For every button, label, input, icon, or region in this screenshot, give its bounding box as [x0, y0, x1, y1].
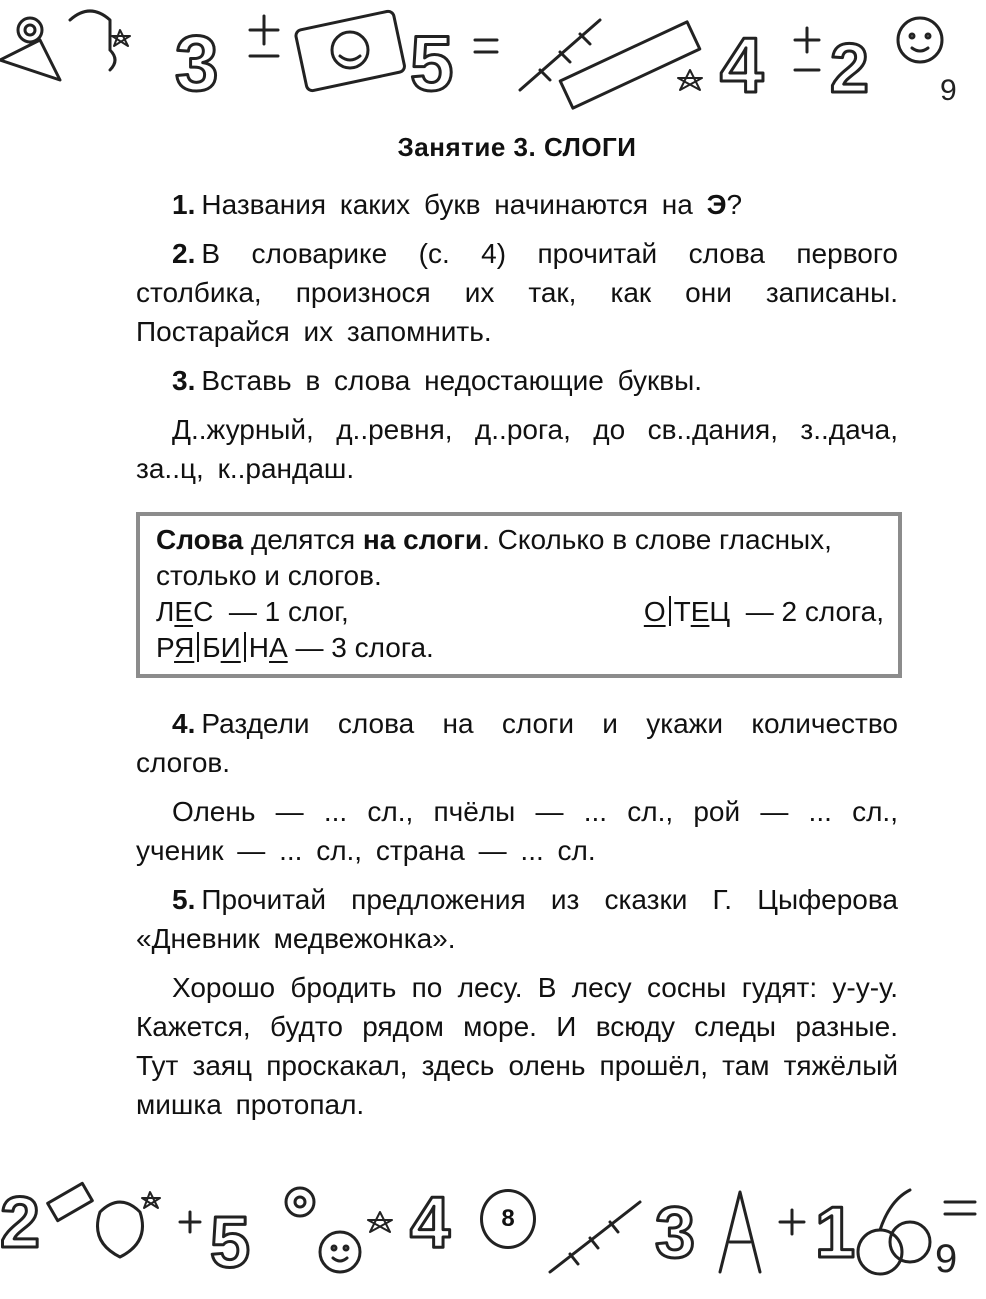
example-otets: О ТЕЦ — 2 слога, — [643, 596, 884, 627]
task-text: Прочитай предложения из сказки Г. Цыферова «Дневник медвежонка». — [136, 884, 898, 954]
doodle-number: 2 — [830, 29, 869, 107]
task-2 — [136, 234, 898, 351]
task-text-tail: ? — [726, 189, 743, 220]
example-les: ЛЕС — 1 слог, — [156, 596, 349, 627]
task-3-words: Д..журный, д..ревня, д..рога, до св..дания, з..дача, за..ц, к..рандаш. — [136, 414, 898, 484]
task-text: Раздели слова на слоги и укажи количество слогов. — [136, 708, 898, 778]
doodle-number: 3 — [655, 1193, 696, 1273]
task-text: В словарике (с. 4) прочитай слова первого столбика, произнося их так, как они записаны. Постарайся их запомнить. — [136, 238, 898, 347]
doodle-number: 4 — [720, 21, 764, 109]
rule-text — [156, 522, 884, 594]
syllable-separator — [669, 596, 671, 626]
page-title: Занятие 3. СЛОГИ — [397, 132, 637, 162]
task-text: Вставь в слова недостающие буквы. — [201, 365, 703, 396]
doodle-number: 4 — [410, 1183, 451, 1263]
doodle-number: 5 — [410, 19, 454, 107]
rule-word: делятся — [250, 524, 356, 555]
example-ryabina: РЯ БИ НА — 3 слога. — [156, 632, 434, 663]
task-number: 2. — [172, 238, 196, 269]
task-4-words: Олень — ... сл., пчёлы — ... сл., рой — ... сл., ученик — ... сл., страна — ... сл. — [136, 796, 898, 866]
task-1 — [136, 185, 898, 224]
doodle-number: 2 — [0, 1183, 41, 1263]
doodle-number: 3 — [175, 19, 219, 107]
task-number: 5. — [172, 884, 196, 915]
task-4 — [136, 704, 898, 782]
doodle-number: 5 — [210, 1203, 251, 1283]
rule-keyword: Слова — [156, 524, 244, 555]
syllable-separator — [197, 632, 199, 662]
rule-keyword: на слоги — [362, 524, 483, 555]
syllable-separator — [244, 632, 246, 662]
task-number: 4. — [172, 708, 196, 739]
task-5-story: Хорошо бродить по лесу. В лесу сосны гудят: у-у-у. Кажется, будто рядом море. И всюду следы разные. Тут заяц проскакал, здесь олень прошёл, там тяжёлый мишка протопал. — [136, 972, 898, 1120]
rule-box — [136, 512, 902, 678]
task-5 — [136, 880, 898, 958]
school-doodles-top-illustration — [0, 0, 986, 112]
doodle-number: 9 — [940, 74, 957, 107]
top-decorative-band — [0, 0, 986, 112]
rule-examples-line — [156, 594, 884, 630]
page-number: 8 — [480, 1189, 536, 1249]
doodle-number: 9 — [935, 1237, 958, 1281]
lesson-content — [136, 126, 898, 1134]
rule-word: . Сколько в слове гласных, столько и слогов. — [156, 524, 832, 591]
task-number: 1. — [172, 189, 196, 220]
doodle-number: 1 — [815, 1193, 856, 1273]
task-letter: Э — [706, 189, 727, 220]
task-number: 3. — [172, 365, 196, 396]
task-3 — [136, 361, 898, 400]
task-text: Названия каких букв начинаются на — [201, 189, 707, 220]
